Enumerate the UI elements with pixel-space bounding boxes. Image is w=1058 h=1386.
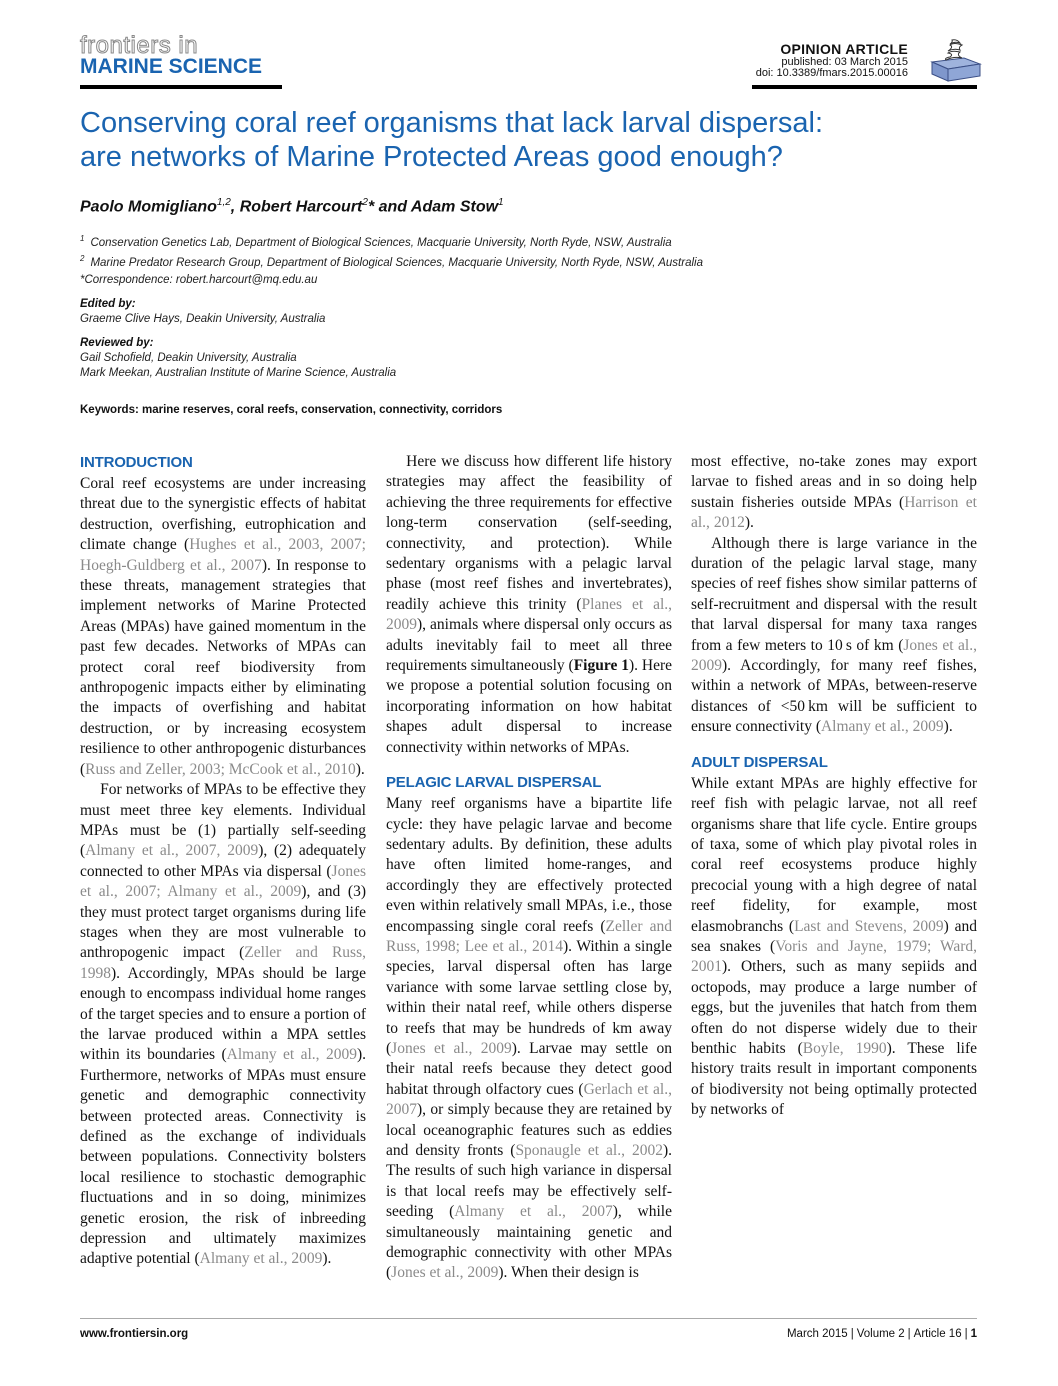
affiliation [80,231,703,251]
journal-logo-line1: frontiers in [80,32,199,59]
citation-link[interactable]: Almany et al., 2007, 2009 [85,842,259,860]
section-heading-introduction: INTRODUCTION [80,454,193,471]
header-rule-right [752,85,977,89]
body-column-2 [386,452,672,1284]
citation-link[interactable]: Jones et al., 2009 [391,1039,512,1057]
citation-link[interactable]: Last and Stevens, 2009 [794,917,944,935]
author: Robert Harcourt [239,198,363,216]
page-footer-info: March 2015 | Volume 2 | Article 16 | 1 [786,1328,977,1340]
affiliation-number: 1 [80,234,85,243]
paragraph-continued: most effective, no-take zones may export larvae to fished areas and in so doing help sustain fisheries outside MPAs (Harrison et al., 2012). [691,453,978,532]
citation-link[interactable]: Planes et al., 2009 [386,595,673,634]
header-rule-left [80,85,282,89]
citation-link[interactable]: et [958,493,977,511]
footer-article: Article 16 [913,1328,962,1340]
reviewer: Gail Schofield, Deakin University, Australia [80,352,297,364]
affiliations [80,231,703,288]
author-separator: and [374,198,411,216]
paragraph: While extant MPAs are highly effective for reef fish with pelagic larvae, not all reef organisms share that life cycle. Entire groups of taxa, some of which play pivotal roles in coral reef ecosystems produce highly precocial young with a high degree of natal reef fidelity, for example, most elasmobranchs (Last and Stevens, 2009) and sea snakes (Voris and Jayne, 1979; Ward, 2001). Others, such as many sepiids and octopods, may produce a large number of eggs, but the juveniles that hatch from them often do not disperse widely due to their benthic habits (Boyle, 1990). These life history traits result in important components of biodiversity not being optimally protected by networks of [691,774,978,1119]
footer-volume: Volume 2 [856,1328,905,1340]
footer-rule [80,1318,977,1319]
footer-date: March 2015 [786,1328,848,1340]
affiliation-number: 2 [80,254,85,264]
author: Paolo Momigliano [80,198,217,216]
citation-link[interactable]: Harrison [904,493,959,511]
keywords: Keywords: marine reserves, coral reefs, conservation, connectivity, corridors [80,404,503,416]
author-affiliation-marker: 2 [362,197,368,208]
citation-link[interactable]: Almany et al., 2009 [226,1046,357,1064]
citation-link[interactable]: Almany et al., 2009 [820,718,944,736]
body-column-1 [80,452,366,1270]
citation-link[interactable]: Boyle, 1990 [802,1039,887,1057]
section-heading-adult-dispersal: ADULT DISPERSAL [691,753,828,771]
article-title [80,106,1010,174]
corresponding-author-marker: * [367,198,375,216]
journal-logo-line2: MARINE SCIENCE [80,55,263,78]
paragraph: For networks of MPAs to be effective they must meet three key elements. Individual MPAs must be (1) partially self-seeding (Almany et al., 2007, 2009), (2) adequately connected to other MPAs via dispersal (Jones et al., 2007; Almany et al., 2009), and (3) they must protect target organisms during life stages when they are most vulnerable to anthropogenic impact (Zeller and Russ, 1998). Accordingly, MPAs should be large enough to encompass individual home ranges of the target species and to ensure a portion of the larvae produced within a MPA settles within its boundaries (Almany et al., 2009). Furthermore, networks of MPAs must ensure genetic and demographic connectivity between protected areas. Connectivity is defined as the exchange of individuals between populations. Connectivity bolsters local resilience to stochastic demographic fluctuations and in so doing, minimizes genetic erosion, the risk of inbreeding depression and ultimately maximizes adaptive potential (Almany et al., 2009). [80,781,366,1268]
journal-logo [80,34,262,77]
editor: Graeme Clive Hays, Deakin University, Australia [80,313,326,325]
citation-link[interactable]: Gerlach et al., 2007 [386,1080,672,1119]
journal-website-link[interactable]: www.frontiersin.org [80,1328,189,1340]
affiliation [80,251,703,271]
published-date: published: 03 March 2015 [781,55,908,68]
section-heading-pelagic-larval-dispersal: PELAGIC LARVAL DISPERSAL [386,774,602,792]
reviewer: Mark Meekan, Australian Institute of Marine Science, Australia [80,367,397,379]
reviewed-by-label: Reviewed by: [80,337,154,349]
citation-link[interactable]: al., [691,514,710,532]
author-list [80,197,504,216]
body-column-3 [691,452,977,1121]
article-type: OPINION ARTICLE [780,41,908,57]
citation-link[interactable]: Almany et al., 2009 [199,1250,323,1268]
affiliation-text: Conservation Genetics Lab, Department of Biological Sciences, Macquarie University, North Ryde, NSW, Australia [90,236,672,249]
paragraph: Many reef organisms have a bipartite life cycle: they have pelagic larvae and become sedentary adults. By definition, these adults have often limited home-ranges, and accordingly they are effectively protected even within relatively small MPAs, i.e., those encompassing single coral reefs (Zeller and Russ, 1998; Lee et al., 2014). Within a single species, larval dispersal often has large variance with some larvae settling close by, within their natal reef, while others disperse to reefs that may be hundreds of km away (Jones et al., 2009). Larvae may settle on their natal reefs because they detect good habitat through olfactory cues (Gerlach et al., 2007), or simply because they are retained by local oceanographic features such as eddies and density fronts (Sponaugle et al., 2002). The results of such high variance in dispersal is that local reefs may be effectively self-seeding (Almany et al., 2007), while simultaneously maintaining genetic and demographic connectivity with other MPAs (Jones et al., 2009). When their design is [386,795,673,1282]
article-title-line2: are networks of Marine Protected Areas good enough? [80,141,783,173]
citation-link[interactable]: Jones et al., 2009 [391,1264,499,1282]
figure-reference-link[interactable]: Figure 1 [573,657,629,675]
citation-link[interactable]: Jones et al., 2007; Almany et al., 2009 [80,862,366,901]
paragraph: Coral reef ecosystems are under increasing threat due to the synergistic effects of habitat destruction, overfishing, eutrophication and climate change (Hughes et al., 2003, 2007; Hoegh-Guldberg et al., 2007). In response to these threats, management strategies that implement networks of Marine Protected Areas (MPAs) have gained momentum in the past few decades. Networks of MPAs can protect coral reef biodiversity from anthropogenic impacts either by eliminating the impacts of overfishing and habitat destruction, or by increasing ecosystem resilience to other anthropogenic disturbances (Russ and Zeller, 2003; McCook et al., 2010). [80,475,366,778]
citation-link[interactable]: Voris and Jayne, 1979; Ward, 2001 [691,937,978,976]
affiliation-text: Marine Predator Research Group, Department of Biological Sciences, Macquarie University, North Ryde, NSW, Australia [90,257,703,270]
citation-link[interactable]: Almany et al., 2007 [454,1203,613,1221]
page-number: 1 [970,1328,977,1340]
citation-link[interactable]: Sponaugle et al., 2002 [515,1142,663,1159]
author-affiliation-marker: 1 [498,197,504,208]
author-separator: , [230,198,240,216]
journal-section-icon [928,36,984,82]
citation-link[interactable]: Russ and Zeller, 2003; McCook et al., 2010 [85,760,356,778]
citation-link[interactable]: Hughes et al., 2003, 2007; Hoegh-Guldberg et al., 2007 [80,536,366,574]
citation-link[interactable]: Zeller and Russ, 1998; Lee et al., 2014 [386,917,673,955]
citation-link[interactable]: Zeller and Russ, 1998 [80,944,366,982]
citation-link[interactable]: Jones et al., 2009 [691,636,977,675]
author: Adam Stow [410,198,499,216]
article-title-line1: Conserving coral reef organisms that lack larval dispersal: [80,107,824,139]
edited-by-label: Edited by: [80,298,136,310]
author-affiliation-marker: 1,2 [216,197,231,208]
editorial-info [80,297,396,381]
paragraph: Although there is large variance in the duration of the pelagic larval stage, many species of reef fishes show similar patterns of self-recruitment and dispersal with the result that larval dispersal for many taxa ranges from a few meters to 10 s of km (Jones et al., 2009). Accordingly, for many reef fishes, within a network of MPAs, between-reserve distances of <50 km will be sufficient to ensure connectivity (Almany et al., 2009). [691,534,977,736]
article-header-info [756,42,908,80]
citation-link[interactable]: 2012 [709,514,745,532]
correspondence[interactable]: *Correspondence: robert.harcourt@mq.edu.au [80,273,318,286]
paragraph: Here we discuss how different life history strategies may affect the feasibility of achieving the three requirements for effective long-term conservation (self-seeding, connectivity, and protection). While sedentary organisms with a pelagic larval phase (most reef fishes and invertebrates), readily achieve this trinity (Planes et al., 2009), animals where dispersal only occurs as adults inevitably fail to meet all three requirements simultaneously (Figure 1). Here we propose a potential solution focusing on incorporating information on how habitat shapes adult dispersal to increase connectivity within networks of MPAs. [386,453,673,756]
doi: doi: 10.3389/fmars.2015.00016 [755,67,908,80]
